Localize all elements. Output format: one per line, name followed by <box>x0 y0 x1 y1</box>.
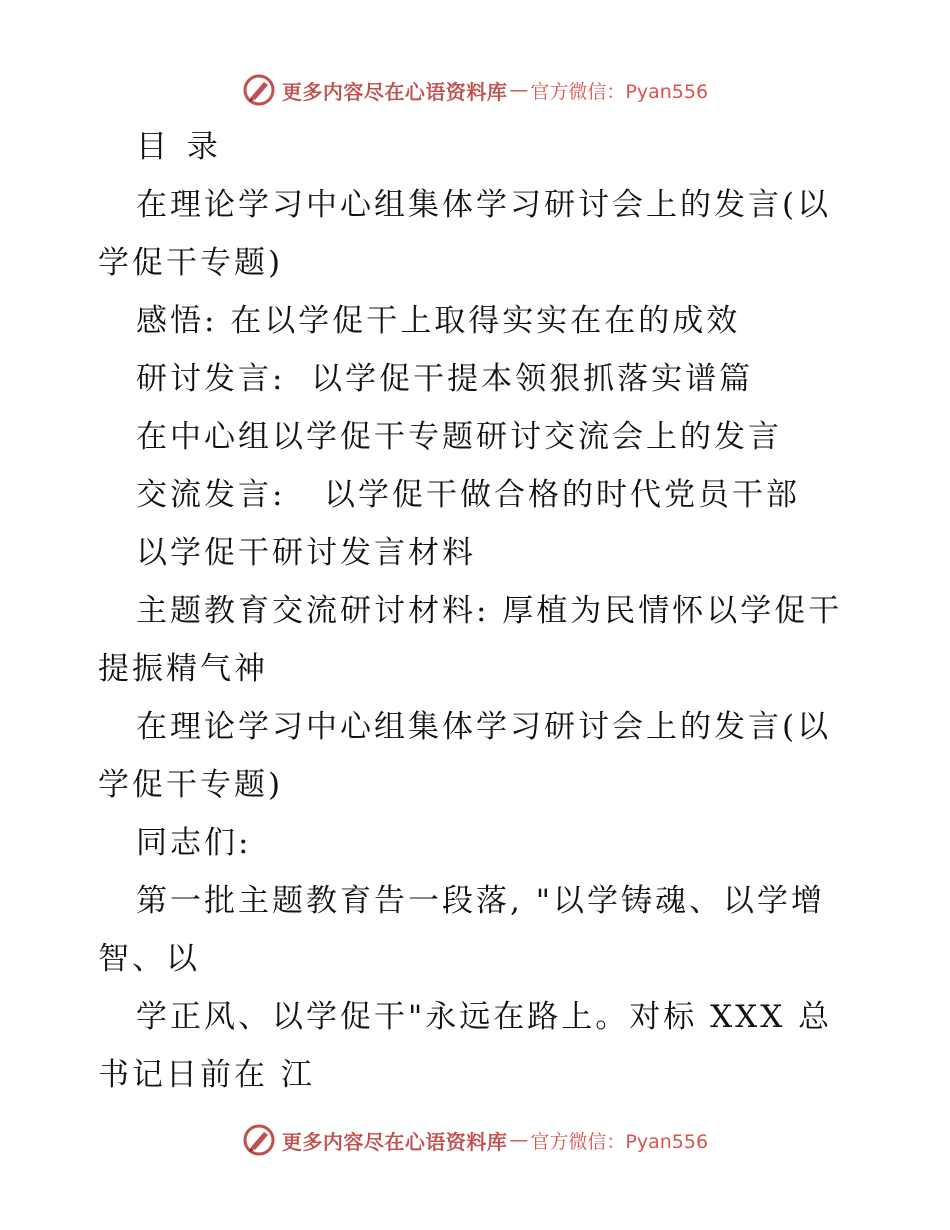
watermark-header <box>0 70 950 110</box>
watermark-brand: 更多内容尽在心语资料库 <box>281 1129 508 1154</box>
pen-logo-icon <box>242 1123 276 1157</box>
watermark-footer <box>0 1120 950 1160</box>
watermark-brand: 更多内容尽在心语资料库 <box>281 79 508 104</box>
article-title: 在理论学习中心组集体学习研讨会上的发言(以学促干专题) <box>98 709 832 803</box>
pen-logo-icon <box>242 73 276 107</box>
toc-item-7: 主题教育交流研讨材料: 厚植为民情怀以学促干提振精气神 <box>98 593 843 687</box>
watermark-separator: — <box>509 79 529 101</box>
body-paragraph-2: 学正风、以学促干"永远在路上。对标 XXX 总书记日前在 江 <box>98 999 833 1093</box>
toc-heading: 目 录 <box>136 129 223 165</box>
toc-item-2: 感悟: 在以学促干上取得实实在在的成效 <box>136 303 741 339</box>
salutation: 同志们: <box>136 825 252 861</box>
watermark-contact: 官方微信：Pyan556 <box>530 80 709 103</box>
toc-item-4: 在中心组以学促干专题研讨交流会上的发言 <box>136 419 782 455</box>
watermark-separator: — <box>509 1129 529 1151</box>
watermark-contact: 官方微信：Pyan556 <box>530 1130 709 1153</box>
toc-item-5: 交流发言: 以学促干做合格的时代党员干部 <box>136 477 801 513</box>
toc-item-6: 以学促干研讨发言材料 <box>136 535 476 571</box>
document-body <box>98 118 858 1104</box>
toc-item-3: 研讨发言: 以学促干提本领狠抓落实谱篇 <box>136 361 754 397</box>
toc-item-1: 在理论学习中心组集体学习研讨会上的发言(以学促干专题) <box>98 187 832 281</box>
body-paragraph-1: 第一批主题教育告一段落, "以学铸魂、以学增智、以 <box>98 883 825 977</box>
